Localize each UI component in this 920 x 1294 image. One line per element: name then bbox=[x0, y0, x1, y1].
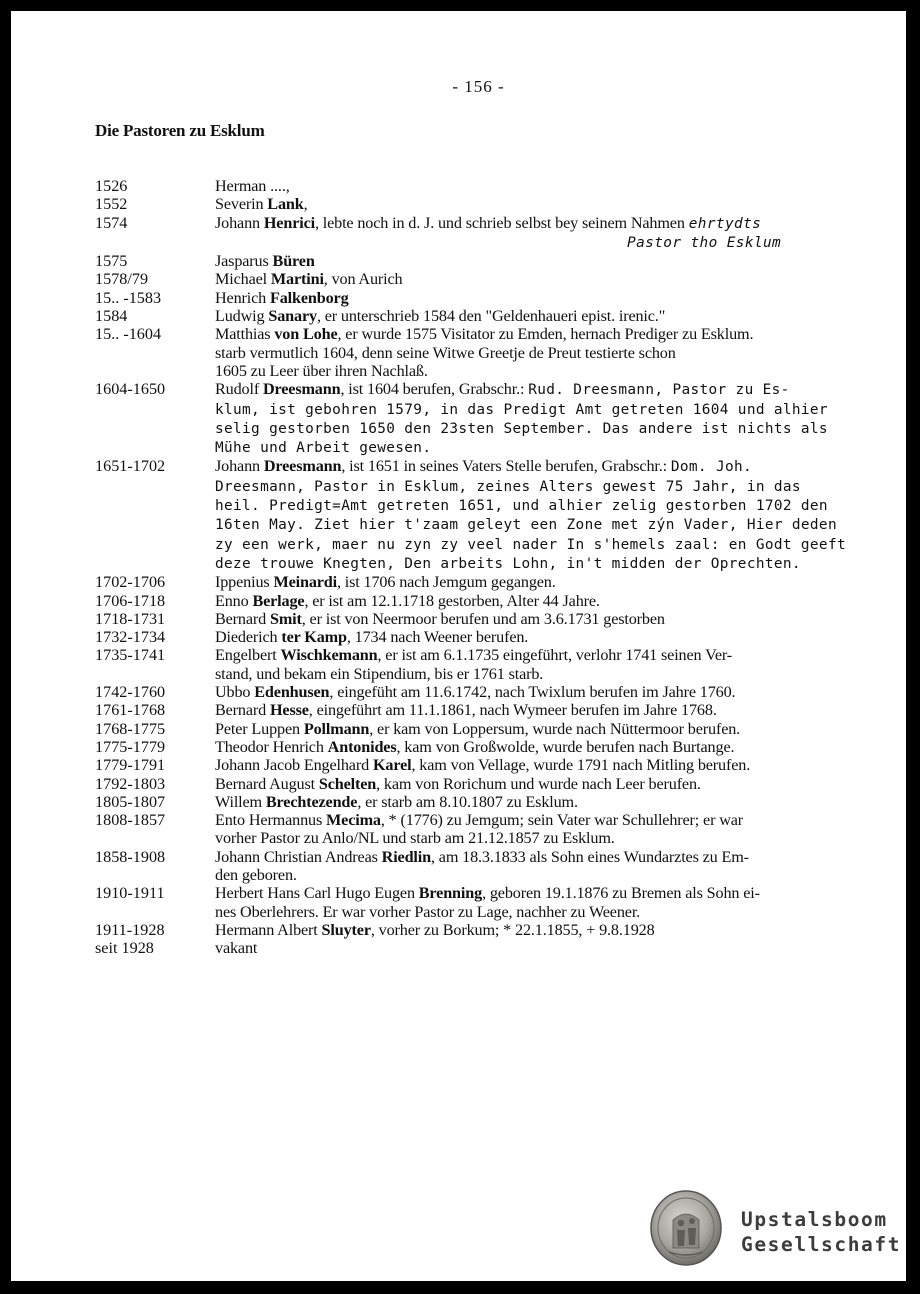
entry-text bbox=[215, 775, 875, 793]
entry-years: 1735-1741 bbox=[95, 646, 166, 665]
entry-segment: , * (1776) zu Jemgum; sein Vater war Schullehrer; er war bbox=[380, 811, 744, 830]
entry-text bbox=[215, 683, 875, 701]
entry-segment: , kam von Vellage, wurde 1791 nach Mitling berufen. bbox=[411, 756, 751, 775]
entry-text bbox=[215, 939, 875, 957]
pastor-entry bbox=[95, 939, 875, 957]
entry-text bbox=[215, 848, 875, 885]
entry-years: 1575 bbox=[95, 252, 128, 271]
entry-segment: , von Aurich bbox=[323, 270, 403, 289]
entry-segment: Severin bbox=[215, 195, 268, 214]
entry-segment: , ist 1706 nach Jemgum gegangen. bbox=[337, 573, 556, 592]
entry-segment: Johann bbox=[215, 457, 264, 476]
entry-years: 1910-1911 bbox=[95, 884, 165, 903]
pastor-name: Schelten bbox=[318, 774, 377, 793]
pastor-name: Riedlin bbox=[381, 847, 431, 866]
entry-segment: , vorher zu Borkum; * 22.1.1855, + 9.8.1928 bbox=[370, 920, 655, 939]
entry-years: 1584 bbox=[95, 307, 128, 326]
entry-line bbox=[215, 720, 875, 738]
entry-segment: , ist 1604 berufen, Grabschr.: bbox=[340, 380, 529, 399]
entry-text bbox=[215, 177, 875, 195]
entry-segment: , er unterschrieb 1584 den "Geldenhaueri epist. irenic." bbox=[316, 307, 666, 326]
pastor-name: von Lohe bbox=[274, 325, 338, 344]
entry-segment: nes Oberlehrers. Er war vorher Pastor zu Lage, nachher zu Weener. bbox=[215, 902, 641, 921]
epitaph-text: 16ten May. Ziet hier t'zaam geleyt een Zone met zýn Vader, Hier deden bbox=[215, 517, 837, 534]
pastor-entry bbox=[95, 307, 875, 325]
entry-line bbox=[215, 195, 875, 213]
entry-text bbox=[215, 811, 875, 848]
pastor-name: Pollmann bbox=[303, 719, 370, 738]
epitaph-text: Mühe und Arbeit gewesen. bbox=[215, 440, 432, 457]
entry-segment: Bernard bbox=[215, 701, 270, 720]
pastor-name: Falkenborg bbox=[269, 288, 349, 307]
entry-segment: , 1734 nach Weener berufen. bbox=[346, 628, 529, 647]
entry-line bbox=[215, 307, 875, 325]
entry-line bbox=[215, 515, 875, 534]
entry-years: 1779-1791 bbox=[95, 756, 166, 775]
pastor-name: Büren bbox=[272, 252, 315, 271]
entry-line bbox=[215, 756, 875, 774]
pastor-entry bbox=[95, 270, 875, 288]
entry-segment: Theodor Henrich bbox=[215, 737, 328, 756]
entry-text bbox=[215, 720, 875, 738]
society-logo bbox=[649, 1190, 902, 1270]
pastor-entry bbox=[95, 289, 875, 307]
epitaph-text: Rud. Dreesmann, Pastor zu Es- bbox=[528, 382, 790, 399]
entry-segment: Bernard August bbox=[215, 774, 319, 793]
pastor-name: Mecima bbox=[326, 811, 381, 830]
entry-years: 15.. -1583 bbox=[95, 288, 162, 307]
entry-text bbox=[215, 289, 875, 307]
entry-line bbox=[215, 884, 875, 902]
entry-segment: Ubbo bbox=[215, 683, 255, 702]
entry-segment: Henrich bbox=[215, 288, 270, 307]
entry-text bbox=[215, 573, 875, 591]
entry-segment: Jasparus bbox=[215, 252, 273, 271]
entry-years: 1805-1807 bbox=[95, 792, 166, 811]
entry-line bbox=[215, 419, 875, 438]
logo-text-line1: Upstalsboom bbox=[741, 1208, 888, 1231]
epitaph-text: zy een werk, maer nu zyn zy veel nader In s'hemels zaal: en Godt geeft bbox=[215, 536, 846, 553]
pastor-name: Brenning bbox=[418, 884, 483, 903]
logo-text-line2: Gesellschaft bbox=[741, 1233, 902, 1256]
entry-segment: , kam von Großwolde, wurde berufen nach Burtange. bbox=[396, 737, 735, 756]
entry-line bbox=[215, 252, 875, 270]
entry-segment: Enno bbox=[215, 591, 253, 610]
entry-line bbox=[215, 344, 875, 362]
entry-text bbox=[215, 756, 875, 774]
pastor-entry bbox=[95, 177, 875, 195]
entry-years: seit 1928 bbox=[95, 939, 154, 958]
entry-years: 1858-1908 bbox=[95, 847, 166, 866]
entry-line bbox=[215, 939, 875, 957]
entry-line bbox=[215, 829, 875, 847]
epitaph-text: Dom. Joh. bbox=[670, 459, 753, 476]
entry-line bbox=[215, 400, 875, 419]
entry-line bbox=[215, 683, 875, 701]
entry-years: 1768-1775 bbox=[95, 719, 166, 738]
pastor-entry bbox=[95, 380, 875, 457]
entry-segment: , er ist am 12.1.1718 gestorben, Alter 44 Jahre. bbox=[304, 591, 600, 610]
document-page bbox=[11, 11, 906, 1281]
pastor-entry bbox=[95, 628, 875, 646]
entry-text bbox=[215, 884, 875, 921]
entry-line bbox=[215, 438, 875, 457]
entry-line bbox=[215, 903, 875, 921]
pastor-name: Smit bbox=[269, 609, 302, 628]
pastor-entry bbox=[95, 573, 875, 591]
pastor-entry bbox=[95, 884, 875, 921]
pastor-name: Lank bbox=[267, 195, 304, 214]
entry-years: 1706-1718 bbox=[95, 591, 166, 610]
pastor-entry bbox=[95, 214, 875, 253]
pastor-entry bbox=[95, 793, 875, 811]
entry-segment: Johann bbox=[215, 213, 264, 232]
entry-line bbox=[215, 610, 875, 628]
entry-segment: , er starb am 8.10.1807 zu Esklum. bbox=[357, 792, 578, 811]
pastor-entry bbox=[95, 457, 875, 573]
entry-segment: Michael bbox=[215, 270, 271, 289]
entry-line bbox=[215, 573, 875, 591]
entry-segment: , geboren 19.1.1876 zu Bremen als Sohn ei- bbox=[482, 884, 760, 903]
entry-years: 1761-1768 bbox=[95, 701, 166, 720]
entry-segment: starb vermutlich 1604, denn seine Witwe Greetje de Preut testierte schon bbox=[215, 343, 676, 362]
pastor-entry bbox=[95, 738, 875, 756]
pastor-entry bbox=[95, 921, 875, 939]
entry-line bbox=[215, 701, 875, 719]
pastor-entry bbox=[95, 775, 875, 793]
entry-years: 15.. -1604 bbox=[95, 325, 162, 344]
epitaph-text: deze trouwe Knegten, Den arbeits Lohn, in't midden der Oprechten. bbox=[215, 555, 801, 572]
entry-text bbox=[215, 457, 875, 573]
entry-line bbox=[215, 628, 875, 646]
entry-segment: vorher Pastor zu Anlo/NL und starb am 21.12.1857 zu Esklum. bbox=[215, 829, 615, 848]
entry-line bbox=[215, 592, 875, 610]
pastor-name: Martini bbox=[270, 270, 324, 289]
entry-segment: Johann Christian Andreas bbox=[215, 847, 382, 866]
pastor-name: Henrici bbox=[263, 213, 315, 232]
entry-years: 1808-1857 bbox=[95, 811, 166, 830]
pastor-name: Brechtezende bbox=[265, 792, 358, 811]
pastor-entry bbox=[95, 683, 875, 701]
entry-segment: Diederich bbox=[215, 628, 282, 647]
entry-text bbox=[215, 380, 875, 457]
quoted-signature: ehrtydts bbox=[688, 215, 762, 232]
entry-line bbox=[215, 477, 875, 496]
entry-text bbox=[215, 628, 875, 646]
pastor-entry bbox=[95, 756, 875, 774]
entry-segment: , er ist von Neermoor berufen und am 3.6.1731 gestorben bbox=[301, 609, 665, 628]
pastor-name: Dreesmann bbox=[262, 380, 341, 399]
entry-text bbox=[215, 592, 875, 610]
entry-line bbox=[215, 646, 875, 664]
entry-line bbox=[215, 380, 875, 399]
entry-line bbox=[215, 362, 875, 380]
entry-line bbox=[215, 214, 875, 233]
pastor-name: Berlage bbox=[252, 591, 305, 610]
entry-text bbox=[215, 270, 875, 288]
entry-segment: , lebte noch in d. J. und schrieb selbst bey seinem Nahmen bbox=[314, 213, 689, 232]
entry-segment: Herbert Hans Carl Hugo Eugen bbox=[215, 884, 419, 903]
entry-segment: Peter Luppen bbox=[215, 719, 304, 738]
entry-years: 1604-1650 bbox=[95, 380, 166, 399]
entry-text bbox=[215, 793, 875, 811]
entry-years: 1792-1803 bbox=[95, 774, 166, 793]
pastor-name: Antonides bbox=[327, 737, 397, 756]
entry-segment: den geboren. bbox=[215, 865, 297, 884]
pastor-entry bbox=[95, 610, 875, 628]
entry-line bbox=[215, 177, 875, 195]
entry-segment: , bbox=[303, 195, 308, 214]
epitaph-text: klum, ist gebohren 1579, in das Predigt Amt getreten 1604 und alhier bbox=[215, 401, 828, 418]
pastor-name: Dreesmann bbox=[263, 457, 342, 476]
entry-text bbox=[215, 307, 875, 325]
entry-years: 1651-1702 bbox=[95, 457, 166, 476]
entry-line bbox=[215, 921, 875, 939]
entry-line bbox=[215, 457, 875, 476]
seal-icon bbox=[649, 1190, 723, 1266]
entry-segment: , er wurde 1575 Visitator zu Emden, hernach Prediger zu Esklum. bbox=[337, 325, 754, 344]
page-title: Die Pastoren zu Esklum bbox=[95, 121, 265, 140]
pastor-entry bbox=[95, 720, 875, 738]
epitaph-text: selig gestorben 1650 den 23sten September. Das andere ist nichts als bbox=[215, 420, 828, 437]
entry-line bbox=[215, 775, 875, 793]
pastor-list bbox=[95, 177, 875, 957]
entry-segment: , am 18.3.1833 als Sohn eines Wundarztes zu Em- bbox=[430, 847, 749, 866]
entry-text bbox=[215, 252, 875, 270]
entry-segment: Herman ...., bbox=[215, 177, 290, 195]
pastor-entry bbox=[95, 701, 875, 719]
entry-segment: , eingeführt am 11.1.1861, nach Wymeer berufen im Jahre 1768. bbox=[308, 701, 717, 720]
entry-years: 1702-1706 bbox=[95, 573, 166, 592]
entry-segment: , kam von Rorichum und wurde nach Leer berufen. bbox=[376, 774, 701, 793]
entry-line bbox=[215, 793, 875, 811]
entry-text bbox=[215, 325, 875, 380]
entry-years: 1578/79 bbox=[95, 270, 149, 289]
pastor-name: Sanary bbox=[268, 307, 317, 326]
entry-segment: Ippenius bbox=[215, 573, 274, 592]
entry-segment: 1605 zu Leer über ihren Nachlaß. bbox=[215, 361, 428, 380]
entry-line bbox=[215, 848, 875, 866]
entry-segment: Ludwig bbox=[215, 307, 269, 326]
pastor-entry bbox=[95, 195, 875, 213]
entry-line bbox=[215, 289, 875, 307]
entry-years: 1574 bbox=[95, 213, 128, 232]
pastor-name: Karel bbox=[372, 756, 412, 775]
pastor-name: Meinardi bbox=[273, 573, 337, 592]
entry-text bbox=[215, 610, 875, 628]
entry-text bbox=[215, 738, 875, 756]
entry-line bbox=[215, 535, 875, 554]
entry-segment: Matthias bbox=[215, 325, 275, 344]
entry-segment: , er kam von Loppersum, wurde nach Nüttermoor berufen. bbox=[369, 719, 741, 738]
entry-segment: Engelbert bbox=[215, 646, 281, 665]
entry-line bbox=[215, 325, 875, 343]
entry-line bbox=[215, 811, 875, 829]
entry-line bbox=[215, 496, 875, 515]
entry-line bbox=[215, 665, 875, 683]
entry-text bbox=[215, 214, 875, 253]
entry-text bbox=[215, 646, 875, 683]
entry-line bbox=[215, 233, 875, 252]
entry-years: 1718-1731 bbox=[95, 609, 166, 628]
entry-text bbox=[215, 195, 875, 213]
entry-years: 1775-1779 bbox=[95, 737, 166, 756]
entry-line bbox=[215, 866, 875, 884]
pastor-name: Hesse bbox=[269, 701, 309, 720]
epitaph-text: heil. Predigt=Amt getreten 1651, und alhier zelig gestorben 1702 den bbox=[215, 498, 828, 515]
entry-years: 1911-1928 bbox=[95, 920, 165, 939]
entry-segment: Ento Hermannus bbox=[215, 811, 327, 830]
pastor-entry bbox=[95, 592, 875, 610]
pastor-entry bbox=[95, 646, 875, 683]
pastor-name: ter Kamp bbox=[281, 628, 347, 647]
entry-segment: Johann Jacob Engelhard bbox=[215, 756, 373, 775]
pastor-entry bbox=[95, 325, 875, 380]
pastor-entry bbox=[95, 252, 875, 270]
entry-line bbox=[215, 554, 875, 573]
epitaph-text: Dreesmann, Pastor in Esklum, zeines Alters gewest 75 Jahr, in das bbox=[215, 478, 801, 495]
entry-segment: Bernard bbox=[215, 609, 270, 628]
entry-segment: Hermann Albert bbox=[215, 920, 322, 939]
entry-segment: , ist 1651 in seines Vaters Stelle berufen, Grabschr.: bbox=[341, 457, 671, 476]
pastor-entry bbox=[95, 811, 875, 848]
page-number: - 156 - bbox=[452, 77, 505, 96]
entry-segment: Rudolf bbox=[215, 380, 263, 399]
entry-text bbox=[215, 701, 875, 719]
entry-segment: stand, und bekam ein Stipendium, bis er 1761 starb. bbox=[215, 664, 544, 683]
pastor-name: Sluyter bbox=[321, 920, 371, 939]
entry-years: 1742-1760 bbox=[95, 683, 166, 702]
entry-years: 1732-1734 bbox=[95, 628, 166, 647]
entry-segment: , eingefüht am 11.6.1742, nach Twixlum berufen im Jahre 1760. bbox=[329, 683, 736, 702]
entry-years: 1552 bbox=[95, 195, 128, 214]
pastor-entry bbox=[95, 848, 875, 885]
pastor-name: Edenhusen bbox=[254, 683, 330, 702]
entry-segment: Willem bbox=[215, 792, 266, 811]
entry-segment: vakant bbox=[215, 939, 258, 958]
pastor-name: Wischkemann bbox=[280, 646, 378, 665]
entry-line bbox=[215, 270, 875, 288]
quoted-signature: Pastor tho Esklum bbox=[627, 234, 782, 251]
entry-text bbox=[215, 921, 875, 939]
entry-segment: , er ist am 6.1.1735 eingeführt, verlohr 1741 seinen Ver- bbox=[377, 646, 733, 665]
entry-years: 1526 bbox=[95, 177, 128, 195]
entry-line bbox=[215, 738, 875, 756]
